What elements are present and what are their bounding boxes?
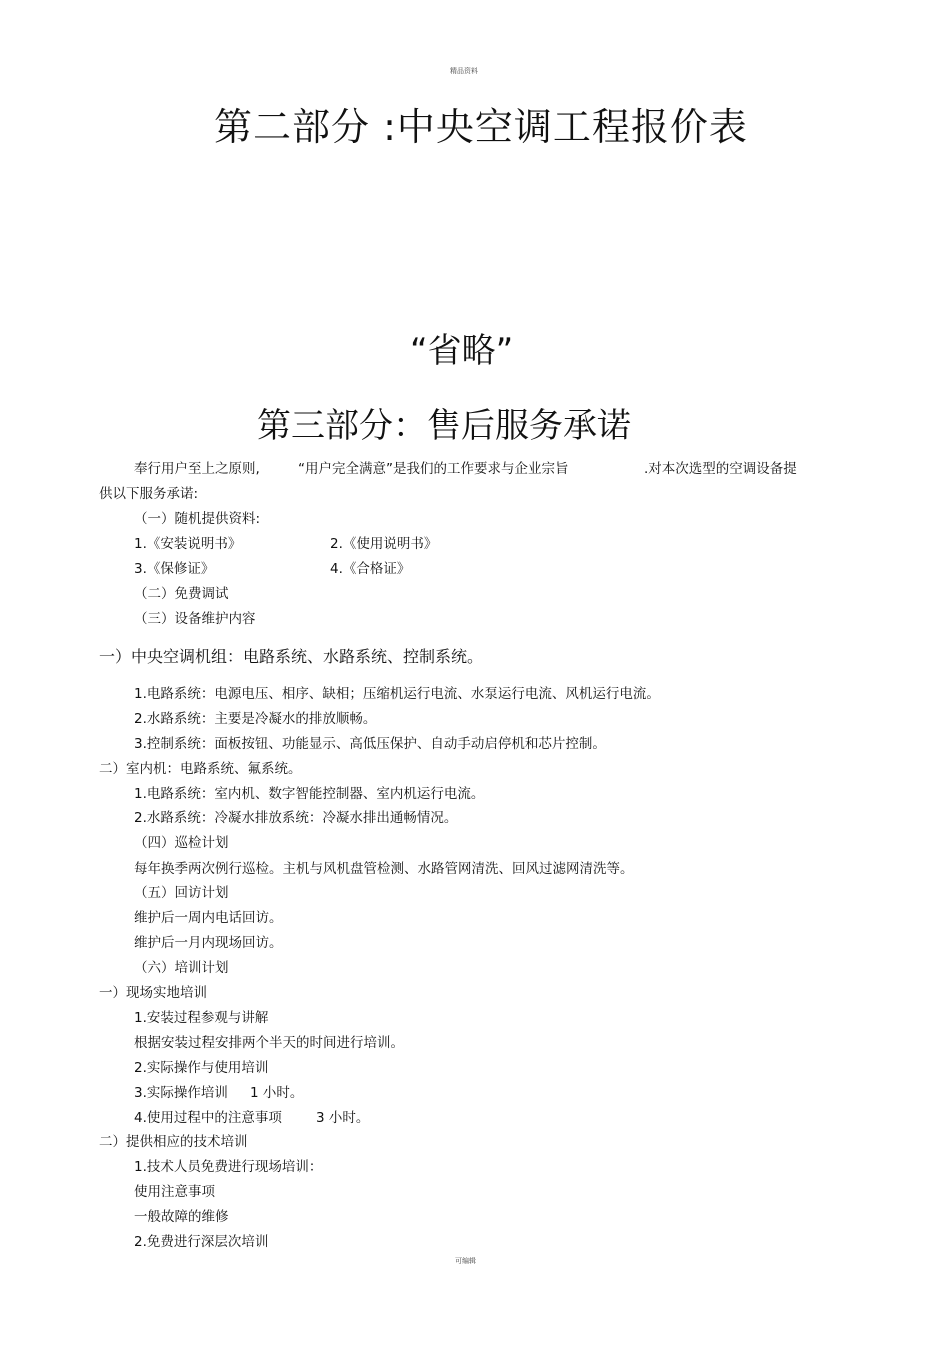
title-part2: 第二部分 :中央空调工程报价表 [214,105,748,149]
onsite-line-3: 2.实际操作与使用培训 [134,1060,269,1076]
onsite-line-5-duration: 3 小时。 [316,1110,370,1126]
intro-line-1c: .对本次选型的空调设备提 [644,461,797,477]
section-4-title: （四）巡检计划 [134,835,229,851]
doc-item-1: 1.《安装说明书》 [134,536,242,552]
indoor-line-1: 1.电路系统：室内机、数字智能控制器、室内机运行电流。 [134,786,485,802]
indoor-line-2: 2.水路系统：冷凝水排放系统：冷凝水排出通畅情况。 [134,810,458,826]
section-5-line-2: 维护后一月内现场回访。 [134,935,283,951]
intro-line-1a: 奉行用户至上之原则, [134,461,260,477]
indoor-heading: 二）室内机：电路系统、氟系统。 [99,761,302,777]
tech-line-4: 2.免费进行深层次培训 [134,1234,269,1250]
ac-unit-line-2: 2.水路系统：主要是冷凝水的排放顺畅。 [134,711,377,727]
intro-line-2: 供以下服务承诺: [99,486,199,502]
tech-line-2: 使用注意事项 [134,1184,215,1200]
tech-heading: 二）提供相应的技术培训 [99,1134,248,1150]
section-3-title: （三）设备维护内容 [134,611,256,627]
section-6-title: （六）培训计划 [134,960,229,976]
onsite-line-5: 4.使用过程中的注意事项 [134,1110,282,1126]
section-1-title: （一）随机提供资料: [134,511,261,527]
tech-line-1: 1.技术人员免费进行现场培训： [134,1159,323,1175]
title-part3: 第三部分：售后服务承诺 [257,406,631,446]
header-note: 精品资料 [450,67,478,75]
doc-item-4: 4.《合格证》 [330,561,411,577]
section-2-title: （二）免费调试 [134,586,229,602]
omitted-note: “省略” [410,331,514,371]
doc-item-3: 3.《保修证》 [134,561,215,577]
onsite-line-2: 根据安装过程安排两个半天的时间进行培训。 [134,1035,404,1051]
intro-line-1b: “用户完全满意”是我们的工作要求与企业宗旨 [298,461,569,477]
onsite-heading: 一）现场实地培训 [99,985,207,1001]
ac-unit-heading: 一）中央空调机组：电路系统、水路系统、控制系统。 [99,647,484,666]
section-5-line-1: 维护后一周内电话回访。 [134,910,283,926]
section-5-title: （五）回访计划 [134,885,229,901]
onsite-line-1: 1.安装过程参观与讲解 [134,1010,269,1026]
ac-unit-line-1: 1.电路系统：电源电压、相序、缺相；压缩机运行电流、水泵运行电流、风机运行电流。 [134,686,660,702]
tech-line-3: 一般故障的维修 [134,1209,229,1225]
onsite-line-4: 3.实际操作培训 [134,1085,228,1101]
ac-unit-line-3: 3.控制系统：面板按钮、功能显示、高低压保护、自动手动启停机和芯片控制。 [134,736,606,752]
footer-note: 可编辑 [455,1257,476,1265]
onsite-line-4-duration: 1 小时。 [250,1085,304,1101]
section-4-text: 每年换季两次例行巡检。主机与风机盘管检测、水路管网清洗、回风过滤网清洗等。 [134,861,634,877]
doc-item-2: 2.《使用说明书》 [330,536,438,552]
